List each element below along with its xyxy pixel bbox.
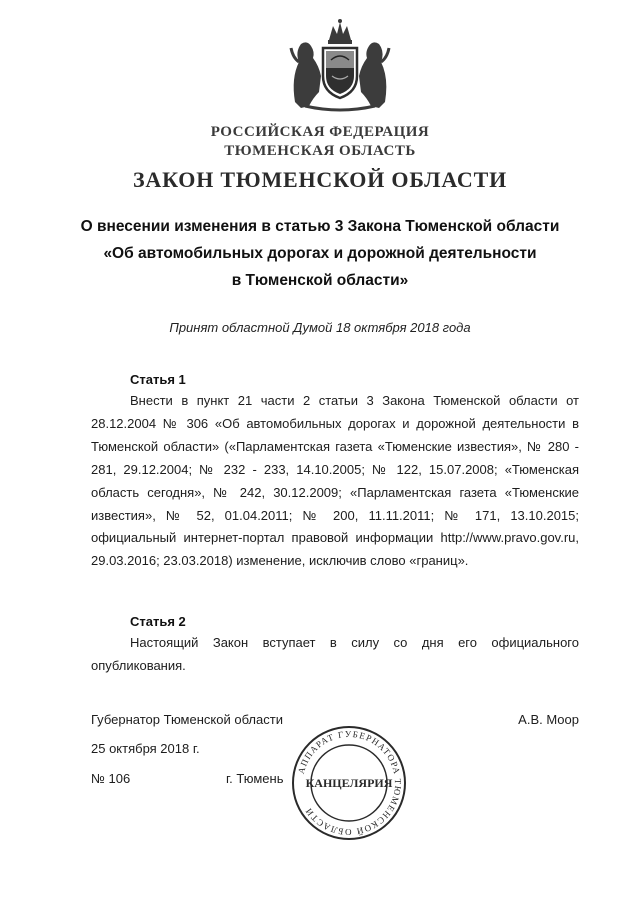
- law-title-line-1: О внесении изменения в статью 3 Закона Тюменской области: [80, 218, 560, 235]
- signing-city: г. Тюмень: [226, 771, 284, 786]
- signatory-name: А.В. Моор: [518, 712, 579, 727]
- tyumen-oblast-coat-of-arms-icon: [285, 18, 395, 116]
- article-2-heading: Статья 2: [130, 614, 186, 629]
- article-1-heading: Статья 1: [130, 372, 186, 387]
- law-title-line-3: в Тюменской области»: [231, 272, 409, 289]
- law-title-line-2: «Об автомобильных дорогах и дорожной деятельности: [103, 245, 537, 262]
- region-heading: ТЮМЕНСКАЯ ОБЛАСТЬ: [224, 143, 416, 159]
- signing-date: 25 октября 2018 г.: [91, 741, 200, 756]
- adoption-note: Принят областной Думой 18 октября 2018 года: [169, 320, 471, 335]
- law-number: № 106: [91, 771, 131, 786]
- article-1-text: Внести в пункт 21 части 2 статьи 3 Закона Тюменской области от 28.12.2004 № 306 «Об автомобильных дорогах и дорожной деятельности в Тюменской области» («Парламентская газета «Тюменские известия», № 280 - 281, 29.12.2004; № 232 - 233, 14.10.2005; № 122, 15.07.2008; «Тюменская область сегодня», № 242, 30.12.2009; «Парламентская газета «Тюменские известия», № 52, 01.04.2011; № 200, 11.11.2011; № 171, 13.10.2015; официальный интернет-портал правовой информации http://www.pravo.gov.ru, 29.03.2016; 23.03.2018) изменение, исключив слово «границ».: [91, 393, 579, 569]
- chancellery-stamp: [289, 724, 409, 842]
- country-heading: РОССИЙСКАЯ ФЕДЕРАЦИЯ: [210, 124, 430, 140]
- stamp-center-text: КАНЦЕЛЯРИЯ: [305, 776, 393, 790]
- document-type-heading: ЗАКОН ТЮМЕНСКОЙ ОБЛАСТИ: [132, 167, 507, 192]
- article-2-text: Настоящий Закон вступает в силу со дня его официального опубликования.: [91, 635, 579, 673]
- signatory-title: Губернатор Тюменской области: [91, 712, 283, 727]
- stamp-ring-textpath: АППАРАТ ГУБЕРНАТОРА ТЮМЕНСКОЙ ОБЛАСТИ: [295, 728, 404, 838]
